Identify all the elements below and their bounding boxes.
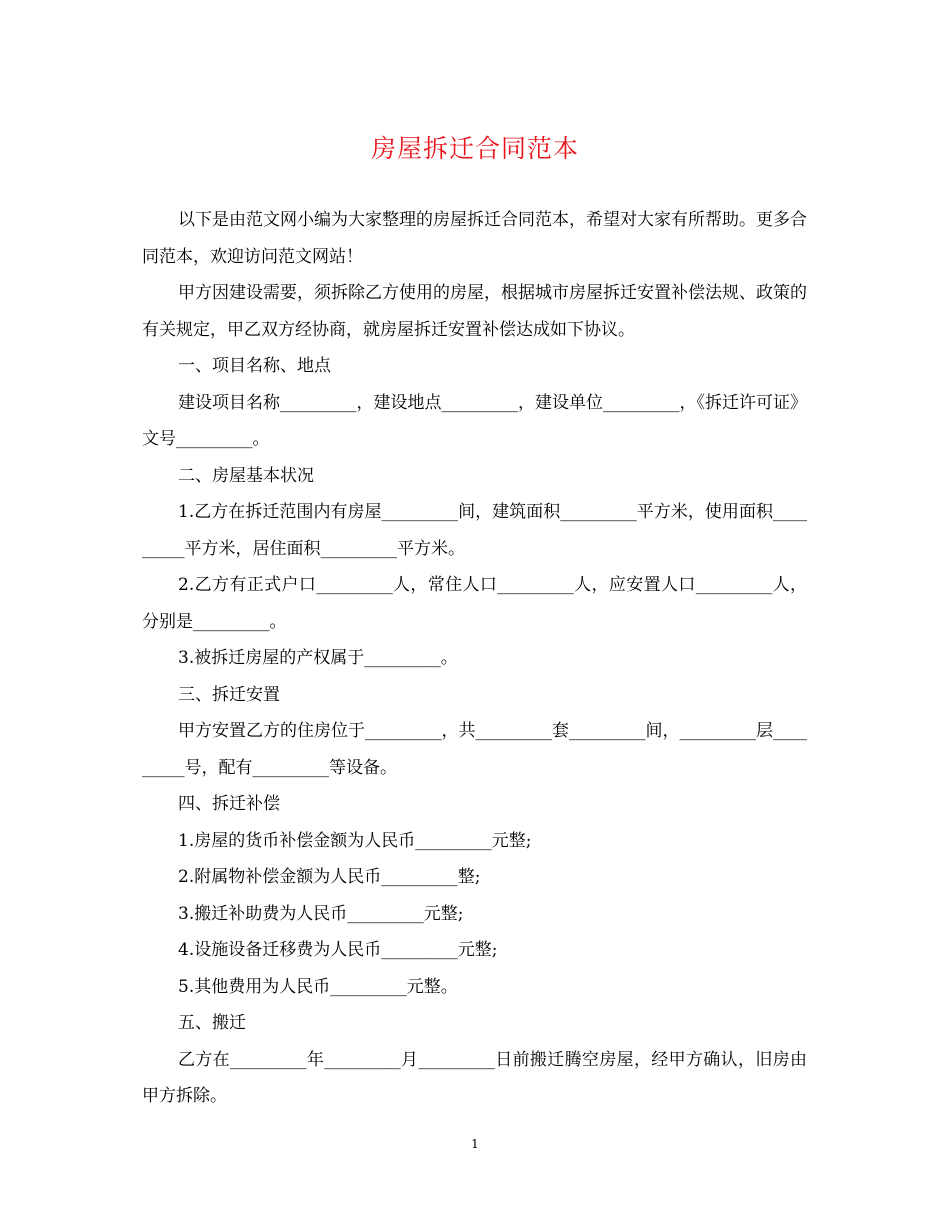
housing-item-3: 3.被拆迁房屋的产权属于_________。 <box>178 648 458 668</box>
section-heading-compensation: 四、拆迁补偿 <box>178 794 280 814</box>
project-details-paragraph: 建设项目名称_________，建设地点_________，建设单位_________，《拆迁许可证》文号_________。 <box>142 392 807 449</box>
compensation-item-2: 2.附属物补偿金额为人民币_________整; <box>178 867 481 887</box>
preamble-paragraph: 甲方因建设需要，须拆除乙方使用的房屋，根据城市房屋拆迁安置补偿法规、政策的有关规定，甲乙双方经协商，就房屋拆迁安置补偿达成如下协议。 <box>142 283 807 340</box>
section-heading-project: 一、项目名称、地点 <box>178 356 331 376</box>
section-heading-relocation: 五、搬迁 <box>178 1013 246 1033</box>
housing-item-2: 2.乙方有正式户口_________人，常住人口_________人，应安置人口_________人，分别是_________。 <box>142 575 807 632</box>
section-heading-housing: 二、房屋基本状况 <box>178 465 314 486</box>
document-title: 房屋拆迁合同范本 <box>370 134 579 163</box>
relocation-paragraph: 乙方在_________年_________月_________日前搬迁腾空房屋，经甲方确认，旧房由甲方拆除。 <box>142 1049 807 1106</box>
document-body <box>142 202 807 1115</box>
page-number: 1 <box>471 1137 479 1151</box>
resettlement-paragraph: 甲方安置乙方的住房位于_________，共_________套_________间，_________层_________号，配有_________等设备。 <box>142 721 807 778</box>
compensation-item-1: 1.房屋的货币补偿金额为人民币_________元整; <box>178 830 532 851</box>
compensation-item-5: 5.其他费用为人民币_________元整。 <box>178 976 458 997</box>
compensation-item-3: 3.搬迁补助费为人民币_________元整; <box>178 903 464 924</box>
intro-paragraph: 以下是由范文网小编为大家整理的房屋拆迁合同范本，希望对大家有所帮助。更多合同范本，欢迎访问范文网站！ <box>142 210 807 267</box>
housing-item-1: 1.乙方在拆迁范围内有房屋_________间，建筑面积_________平方米，使用面积_________平方米，居住面积_________平方米。 <box>142 502 807 559</box>
compensation-item-4: 4.设施设备迁移费为人民币_________元整; <box>178 940 498 960</box>
section-heading-resettlement: 三、拆迁安置 <box>178 684 280 705</box>
